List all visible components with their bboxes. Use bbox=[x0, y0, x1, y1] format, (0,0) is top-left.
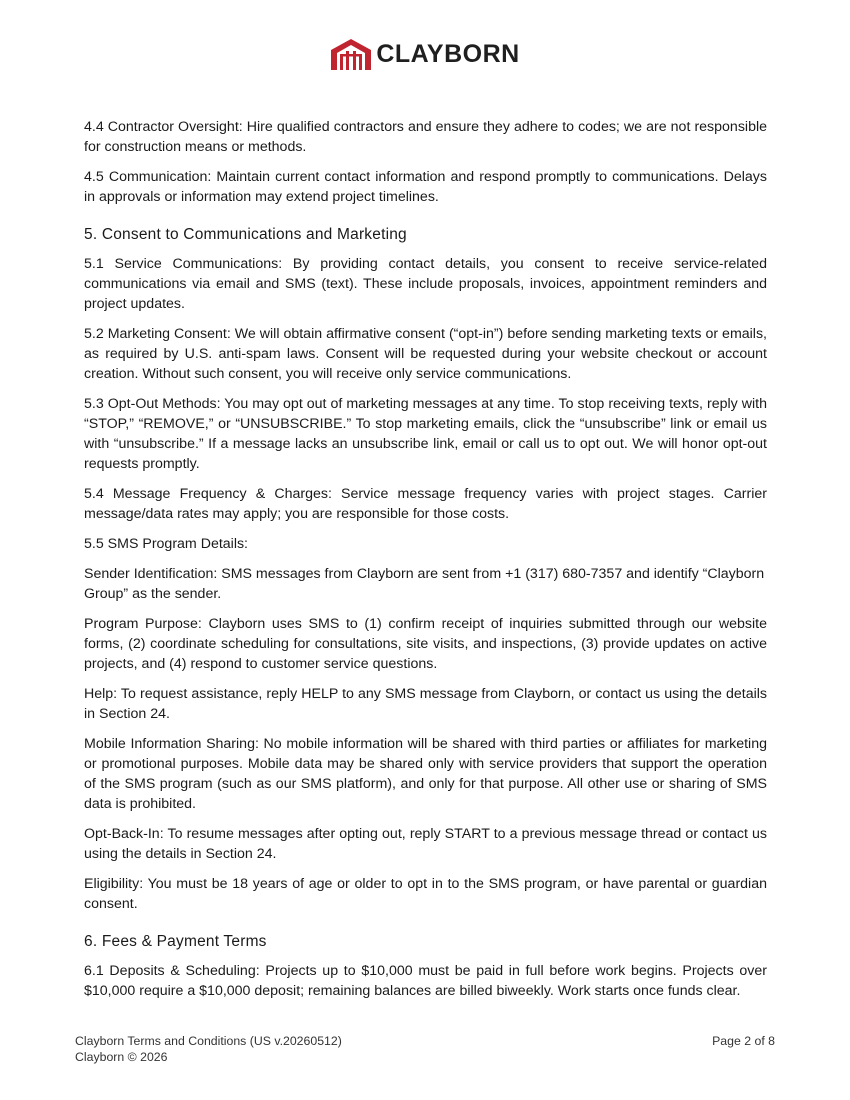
help-paragraph: Help: To request assistance, reply HELP to any SMS message from Clayborn, or contact us using the details in Section 24. bbox=[84, 686, 767, 722]
logo-wordmark: CLAYBORN bbox=[376, 40, 520, 68]
section-5-heading: 5. Consent to Communications and Marketing bbox=[84, 226, 407, 243]
clause-5-3: 5.3 Opt-Out Methods: You may opt out of marketing messages at any time. To stop receiving texts, reply with “STOP,” “REMOVE,” or “UNSUBSCRIBE.” To stop marketing emails, click the “unsubscribe” link or email us with “unsubscribe.” If a message lacks an unsubscribe link, email or call us to opt out. We will honor opt-out requests promptly. bbox=[84, 396, 767, 472]
footer-copyright: Clayborn © 2026 bbox=[75, 1050, 168, 1064]
clause-5-1: 5.1 Service Communications: By providing contact details, you consent to receive service-related communications via email and SMS (text). These include proposals, invoices, appointment reminders and project updates. bbox=[84, 256, 767, 312]
document-body bbox=[84, 117, 767, 1011]
clause-4-4: 4.4 Contractor Oversight: Hire qualified contractors and ensure they adhere to codes; we are not responsible for construction means or methods. bbox=[84, 119, 767, 155]
eligibility: Eligibility: You must be 18 years of age or older to opt in to the SMS program, or have parental or guardian consent. bbox=[84, 876, 767, 912]
opt-back-in: Opt-Back-In: To resume messages after opting out, reply START to a previous message thread or contact us using the details in Section 24. bbox=[84, 826, 767, 862]
clause-5-4: 5.4 Message Frequency & Charges: Service message frequency varies with project stages. Carrier message/data rates may apply; you are responsible for those costs. bbox=[84, 486, 767, 522]
clause-5-5: 5.5 SMS Program Details: bbox=[84, 536, 249, 552]
program-purpose: Program Purpose: Clayborn uses SMS to (1) confirm receipt of inquiries submitted through our website forms, (2) coordinate scheduling for consultations, site visits, and inspections, (3) provide updates on active projects, and (4) respond to customer service questions. bbox=[84, 616, 767, 672]
clayborn-logo bbox=[0, 38, 850, 71]
page-footer bbox=[75, 1033, 775, 1065]
page-number: Page 2 of 8 bbox=[712, 1034, 775, 1048]
footer-doc-title: Clayborn Terms and Conditions (US v.20260512) bbox=[75, 1034, 342, 1048]
sender-identification: Sender Identification: SMS messages from Clayborn are sent from +1 (317) 680-7357 and identify “Clayborn Group” as the sender. bbox=[84, 566, 765, 602]
barn-logo-icon bbox=[330, 38, 372, 71]
clause-6-1: 6.1 Deposits & Scheduling: Projects up to $10,000 must be paid in full before work begins. Projects over $10,000 require a $10,000 deposit; remaining balances are billed biweekly. Work starts once funds clear. bbox=[84, 963, 767, 999]
section-6-heading: 6. Fees & Payment Terms bbox=[84, 933, 267, 950]
clause-5-2: 5.2 Marketing Consent: We will obtain affirmative consent (“opt-in”) before sending marketing texts or emails, as required by U.S. anti-spam laws. Consent will be requested during your website checkout or account creation. Without such consent, you will receive only service communications. bbox=[84, 326, 767, 382]
mobile-info-sharing: Mobile Information Sharing: No mobile information will be shared with third parties or affiliates for marketing or promotional purposes. Mobile data may be shared only with service providers that support the operation of the SMS program (such as our SMS platform), and only for that purpose. All other use or sharing of SMS data is prohibited. bbox=[84, 736, 767, 812]
clause-4-5: 4.5 Communication: Maintain current contact information and respond promptly to communications. Delays in approvals or information may extend project timelines. bbox=[84, 169, 767, 205]
